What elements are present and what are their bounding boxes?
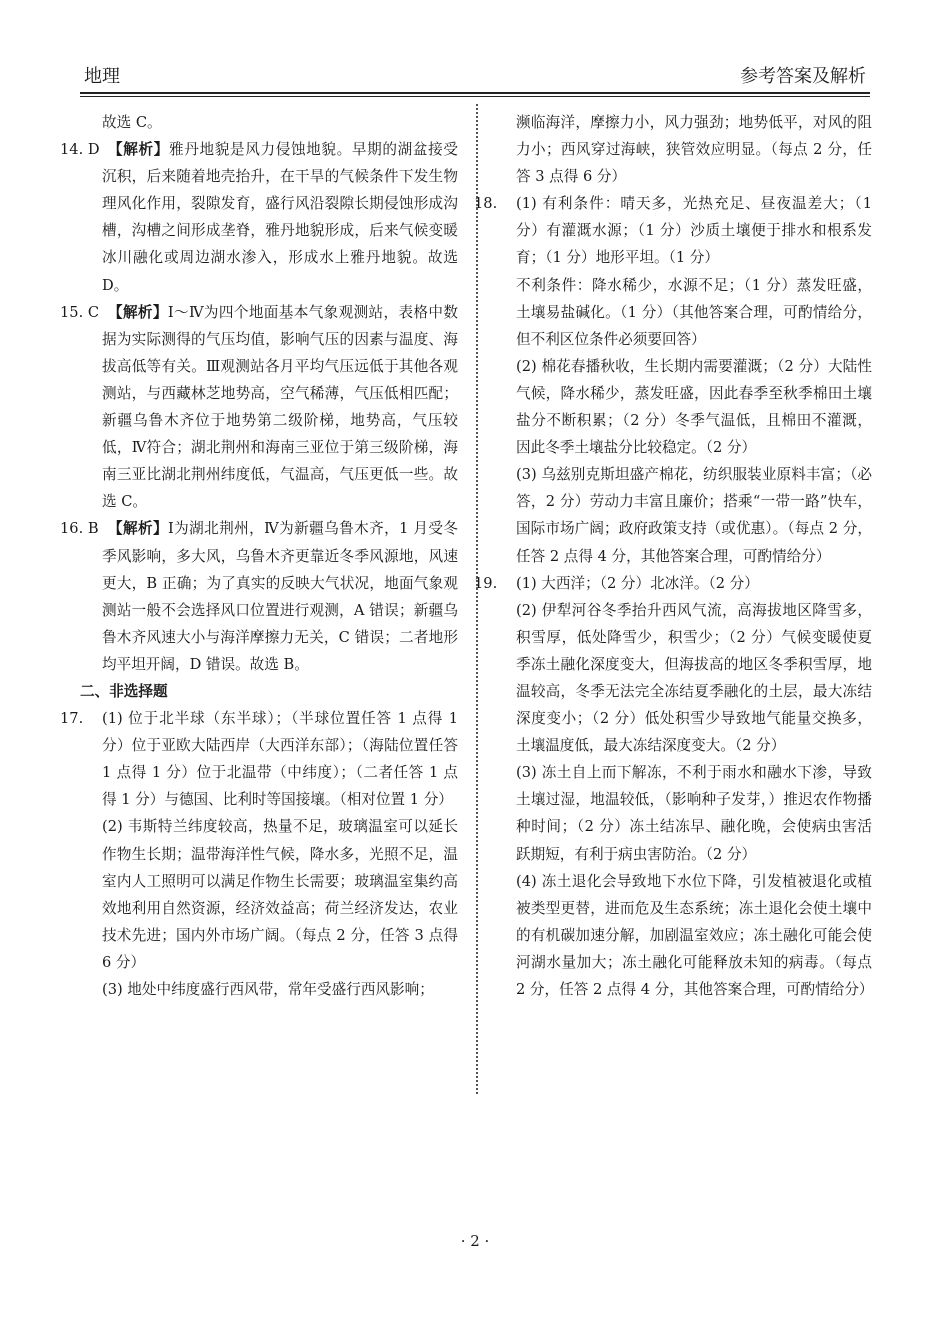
answer-text: Ⅰ为湖北荆州，Ⅳ为新疆乌鲁木齐，1 月受冬季风影响，多大风，乌鲁木齐更靠近冬季风源地，风速更大，B 正确；为了真实的反映大气状况，地面气象观测站一般不会选择风口位置进行观测，A 错误；新疆乌鲁木齐风速大小与海洋摩擦力无关，C 错误；二者地形均平坦开阔，D 错误。故选 B。 [102,520,458,673]
continued-text: 故选 C。 [102,114,162,131]
section-title-answers: 参考答案及解析 [740,66,866,87]
answer-paragraph: (4) 冻土退化会导致地下水位下降，引发植被退化或植被类型更替，进而危及生态系统；冻土退化会使土壤中的有机碳加速分解，加剧温室效应；冻土融化可能会使河湖水量加大；冻土融化可能释放未知的病毒。（每点 2 分，任答 2 点得 4 分，其他答案合理，可酌情给分） [516,872,874,998]
answer-text: 雅丹地貌是风力侵蚀地貌。早期的湖盆接受沉积，后来随着地壳抬升，在干旱的气候条件下发生物理风化作用，裂隙发育，盛行风沿裂隙长期侵蚀形成沟槽，沟槽之间形成垄脊，雅丹地貌形成，后来气候变暖冰川融化或周边湖水渗入，形成水上雅丹地貌。故选 D。 [102,141,458,294]
answer-item [60,299,458,516]
answer-item [60,515,458,678]
answer-paragraph: 不利条件：降水稀少，水源不足；（1 分）蒸发旺盛，土壤易盐碱化。（1 分）（其他答案合理，可酌情给分，但不利区位条件必须要回答） [516,276,872,348]
answer-paragraph: (3) 地处中纬度盛行西风带，常年受盛行西风影响； [102,981,434,998]
question-number: 17. [60,710,84,728]
answer-text: (1) 大西洋；（2 分）北冰洋。（2 分） [516,574,759,592]
question-number: 14. D [60,141,100,159]
answer-paragraph: (3) 冻土自上而下解冻，不利于雨水和融水下渗，导致土壤过湿，地温较低，（影响种子发芽，）推迟农作物播种时间；（2 分）冻土结冻早、融化晚，会使病虫害活跃期短，有利于病虫害防治。（2 分） [516,764,872,863]
analysis-tag: 【解析】 [108,520,168,538]
analysis-tag: 【解析】 [108,141,169,159]
answer-text: (1) 有利条件：晴天多，光热充足、昼夜温差大；（1 分）有灌溉水源；（1 分）沙质土壤便于排水和根系发育；（1 分）地形平坦。（1 分） [516,195,872,267]
answer-text: Ⅰ～Ⅳ为四个地面基本气象观测站，表格中数据为实际测得的气压均值，影响气压的因素与温度、海拔高低等有关。Ⅲ观测站各月平均气压远低于其他各观测站，与西藏林芝地势高，空气稀薄，气压低相匹配；新疆乌鲁木齐位于地势第二级阶梯，地势高，气压较低，Ⅳ符合；湖北荆州和海南三亚位于第三级阶梯，海南三亚比湖北荆州纬度低，气温高，气压更低一些。故选 C。 [102,303,458,511]
question-number: 19. [474,574,498,592]
page-header [80,58,870,92]
question-number: 16. B [60,520,99,538]
right-column [474,109,874,1003]
page-number: · 2 · [460,1232,490,1250]
section-heading: 二、非选择题 [80,682,168,700]
answer-item [474,570,872,597]
question-number: 15. C [60,303,100,321]
subject-title: 地理 [84,66,120,87]
header-rule-thin [80,96,870,97]
left-column [60,109,458,1003]
answer-text: (1) 位于北半球（东半球）；（半球位置任答 1 点得 1 分）位于亚欧大陆西岸（大西洋东部）；（海陆位置任答 1 点得 1 分）位于北温带（中纬度）；（二者任答 1 点得 1 分）与德国、比利时等国接壤。（相对位置 1 分） [102,710,458,809]
answer-paragraph: (2) 韦斯特兰纬度较高，热量不足，玻璃温室可以延长作物生长期；温带海洋性气候，降水多，光照不足，温室内人工照明可以满足作物生长需要；玻璃温室集约高效地利用自然资源，经济效益高；荷兰经济发达，农业技术先进；国内外市场广阔。（每点 2 分，任答 3 点得 6 分） [102,818,458,971]
column-divider [476,104,478,1094]
answer-item [474,190,872,271]
answer-paragraph: (2) 伊犁河谷冬季抬升西风气流，高海拔地区降雪多，积雪厚，低处降雪少，积雪少；（2 分）气候变暖使夏季冻土融化深度变大，但海拔高的地区冬季积雪厚，地温较高，冬季无法完全冻结夏季融化的土层，最大冻结深度变小；（2 分）低处积雪少导致地气能量交换多，土壤温度低，最大冻结深度变大。（2 分） [516,601,872,755]
answer-item [60,136,458,299]
header-rule [80,92,870,94]
question-number: 18. [474,195,498,213]
continued-text: 濒临海洋，摩擦力小，风力强劲；地势低平，对风的阻力小；西风穿过海峡，狭管效应明显。（每点 2 分，任答 3 点得 6 分） [516,114,872,186]
answer-paragraph: (3) 乌兹别克斯坦盛产棉花，纺织服装业原料丰富；（必答，2 分）劳动力丰富且廉价；搭乘“一带一路”快车，国际市场广阔；政府政策支持（或优惠）。（每点 2 分，任答 2 点得 4 分，其他答案合理，可酌情给分） [516,466,872,565]
answer-item [60,705,458,813]
answer-paragraph: (2) 棉花春播秋收，生长期内需要灌溉；（2 分）大陆性气候，降水稀少，蒸发旺盛，因此春季至秋季棉田土壤盐分不断积累；（2 分）冬季气温低，且棉田不灌溉，因此冬季土壤盐分比较稳定。（2 分） [516,357,872,457]
analysis-tag: 【解析】 [108,303,168,321]
